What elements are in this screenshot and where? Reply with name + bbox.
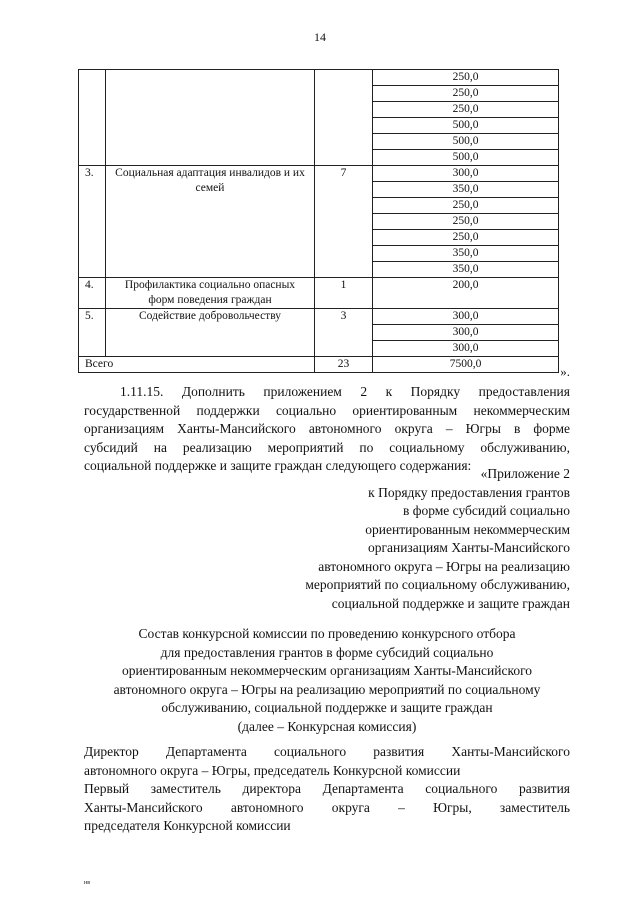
- amount-cell: 250,0: [373, 230, 559, 246]
- member-line: автономного округа – Югры, председатель Конкурсной комиссии: [84, 762, 461, 778]
- annex-line: «Приложение 2: [480, 466, 570, 481]
- member-line: Директор Департамента социального развития Ханты-Мансийского: [84, 744, 570, 759]
- total-count-cell: 23: [315, 357, 373, 373]
- count-cell: 7: [315, 166, 373, 278]
- title-line: автономного округа – Югры на реализацию мероприятий по социальному: [113, 681, 541, 697]
- amount-cell: 250,0: [373, 70, 559, 86]
- amount-cell: 300,0: [373, 325, 559, 341]
- activity-name-cell: [106, 70, 315, 166]
- grants-table: [78, 69, 559, 373]
- title-line: ориентированным некоммерческим организациям Ханты-Мансийского: [121, 663, 533, 678]
- title-line: для предоставления грантов в форме субсидий социально: [160, 644, 494, 660]
- commission-members: [84, 743, 570, 836]
- row-number-cell: [79, 70, 106, 166]
- count-cell: 3: [315, 309, 373, 357]
- footer-mark: нв: [84, 880, 91, 886]
- activity-name-cell: Профилактика социально опасных форм поведения граждан: [106, 278, 315, 309]
- page-number: 14: [314, 30, 326, 44]
- member-line: Ханты-Мансийского автономного округа – Югры, заместитель: [84, 799, 570, 815]
- annex-line: к Порядку предоставления грантов: [368, 484, 570, 500]
- table-row: [79, 166, 559, 182]
- annex-line: автономного округа – Югры на реализацию: [318, 558, 570, 574]
- paragraph-line: организациям Ханты-Мансийского автономного округа – Югры в форме: [84, 421, 570, 436]
- total-label-cell: Всего: [79, 357, 315, 373]
- table-row: [79, 278, 559, 309]
- amendment-paragraph: [84, 383, 570, 476]
- amount-cell: 300,0: [373, 341, 559, 357]
- amount-cell: 250,0: [373, 86, 559, 102]
- amount-cell: 250,0: [373, 214, 559, 230]
- amount-cell: 350,0: [373, 246, 559, 262]
- paragraph-line: субсидий на реализацию мероприятий по социальному обслуживанию,: [84, 439, 570, 455]
- paragraph-line: социальной поддержке и защите граждан следующего содержания:: [84, 458, 472, 473]
- commission-title: [84, 625, 570, 736]
- amount-cell: 500,0: [373, 118, 559, 134]
- activity-name-cell: Социальная адаптация инвалидов и их семей: [106, 166, 315, 278]
- amount-cell: 200,0: [373, 278, 559, 309]
- annex-header: [230, 465, 570, 613]
- table-row: [79, 70, 559, 86]
- paragraph-line: государственной поддержки социально ориентированным некоммерческим: [84, 402, 570, 418]
- amount-cell: 300,0: [373, 166, 559, 182]
- amount-cell: 500,0: [373, 150, 559, 166]
- activity-name-cell: Содействие добровольчеству: [106, 309, 315, 357]
- annex-line: мероприятий по социальному обслуживанию,: [305, 577, 570, 592]
- title-line: обслуживанию, социальной поддержке и защите граждан: [161, 700, 493, 715]
- title-line: Состав конкурсной комиссии по проведению конкурсного отбора: [138, 626, 516, 641]
- annex-line: ориентированным некоммерческим: [365, 521, 570, 537]
- amount-cell: 300,0: [373, 309, 559, 325]
- annex-line: организациям Ханты-Мансийского: [367, 540, 570, 555]
- paragraph-line: 1.11.15. Дополнить приложением 2 к Порядку предоставления: [120, 384, 570, 399]
- table-row: [79, 309, 559, 325]
- title-line: (далее – Конкурсная комиссия): [237, 718, 417, 734]
- total-row: [79, 357, 559, 373]
- member-line: председателя Конкурсной комиссии: [84, 818, 291, 833]
- row-number-cell: 5.: [79, 309, 106, 357]
- annex-line: в форме субсидий социально: [402, 503, 570, 518]
- count-cell: 1: [315, 278, 373, 309]
- count-cell: [315, 70, 373, 166]
- closing-quote: ».: [560, 364, 570, 379]
- amount-cell: 350,0: [373, 262, 559, 278]
- annex-line: социальной поддержке и защите граждан: [331, 595, 570, 611]
- row-number-cell: 4.: [79, 278, 106, 309]
- total-amount-cell: 7500,0: [373, 357, 559, 373]
- row-number-cell: 3.: [79, 166, 106, 278]
- amount-cell: 250,0: [373, 198, 559, 214]
- amount-cell: 250,0: [373, 102, 559, 118]
- amount-cell: 500,0: [373, 134, 559, 150]
- amount-cell: 350,0: [373, 182, 559, 198]
- member-line: Первый заместитель директора Департамента социального развития: [84, 781, 570, 796]
